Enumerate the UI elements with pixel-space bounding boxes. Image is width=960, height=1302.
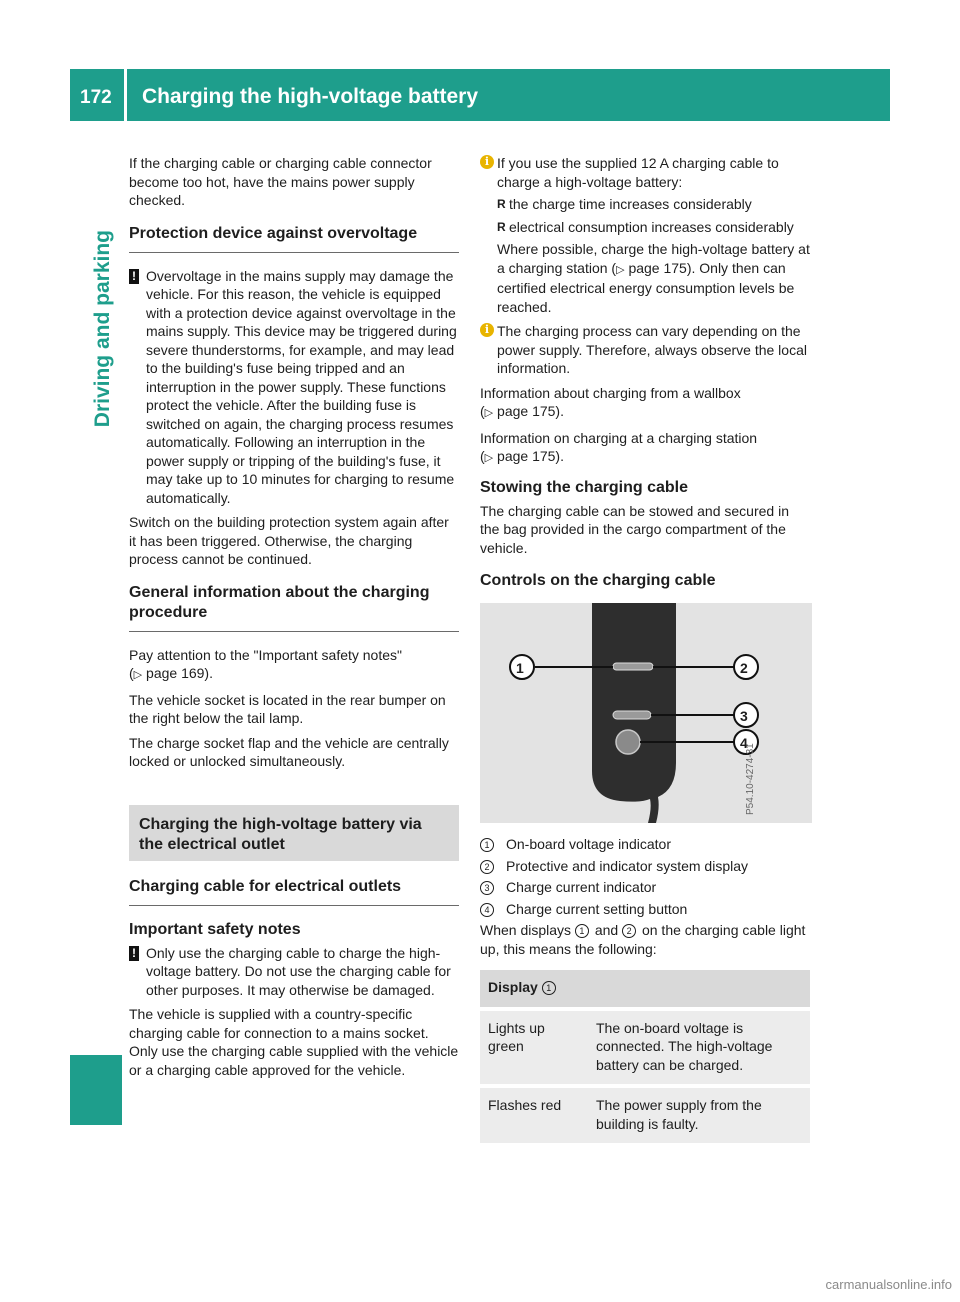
table-cell: Lights up green bbox=[488, 1019, 545, 1054]
table-row bbox=[480, 1009, 810, 1087]
side-tab-marker bbox=[70, 1055, 122, 1125]
switch-on-text: Switch on the building protection system again after it has been triggered. Otherwise, the charging process cannot be continued. bbox=[129, 514, 449, 567]
warning-cable bbox=[129, 944, 459, 1000]
warning-cable-text: Only use the charging cable to charge the high-voltage battery. Do not use the charging cable for other purposes. It may otherwise be damaged. bbox=[146, 944, 451, 998]
page-title: Charging the high-voltage battery bbox=[142, 85, 479, 108]
callout-label: 1 bbox=[516, 660, 524, 676]
info-vary bbox=[480, 322, 812, 378]
table-header-row bbox=[480, 970, 810, 1009]
page-link[interactable]: page 175). Only then can certified electrical energy consumption levels be reached. bbox=[497, 259, 795, 315]
wallbox-reference: Information about charging from a wallbox (▷ page 175). bbox=[480, 384, 741, 419]
heading-cable-outlets: Charging cable for electrical outlets bbox=[129, 877, 459, 906]
callout-icon: 2 bbox=[622, 924, 636, 938]
charging-cable-illustration bbox=[480, 603, 812, 823]
safety-notes-reference: Pay attention to the "Important safety notes" (▷ page 169). bbox=[129, 646, 402, 681]
current-setting-button bbox=[616, 730, 640, 754]
table-cell: Flashes red bbox=[488, 1097, 562, 1113]
triangle-right-icon: ▷ bbox=[484, 407, 494, 419]
triangle-right-icon: ▷ bbox=[484, 452, 494, 464]
legend-item: 2 Protective and indicator system display bbox=[480, 857, 812, 876]
legend-item: 3 Charge current indicator bbox=[480, 878, 812, 897]
socket-location-text: The vehicle socket is located in the rear bumper on the right below the tail lamp. bbox=[129, 691, 446, 726]
list-item: R the charge time increases considerably bbox=[497, 195, 812, 214]
callout-label: 4 bbox=[740, 735, 748, 751]
heading-safety-notes: Important safety notes bbox=[129, 920, 301, 938]
page-link[interactable]: page 169). bbox=[146, 665, 213, 681]
info-icon: i bbox=[480, 155, 494, 169]
info-icon: i bbox=[480, 323, 494, 337]
info-12a bbox=[480, 154, 812, 316]
triangle-right-icon: ▷ bbox=[616, 263, 625, 276]
page-link[interactable]: page 175). bbox=[497, 403, 564, 419]
supplied-cable-text: The vehicle is supplied with a country-specific charging cable for connection to a mains socket. Only use the charging cable supplied with the vehicle or a charging cable approved for the vehicle. bbox=[129, 1006, 459, 1078]
charging-cable-figure bbox=[480, 603, 812, 823]
table-row bbox=[480, 1086, 810, 1143]
legend-item: 4 Charge current setting button bbox=[480, 900, 812, 919]
stowing-text: The charging cable can be stowed and secured in the bag provided in the cargo compartment of the vehicle. bbox=[480, 502, 789, 556]
callout-icon: 1 bbox=[575, 924, 589, 938]
callout-icon: 4 bbox=[480, 903, 494, 917]
info-vary-text: The charging process can vary depending on the power supply. Therefore, always observe the local information. bbox=[497, 323, 807, 376]
legend-item: 1 On-board voltage indicator bbox=[480, 835, 812, 854]
table-cell: The power supply from the building is faulty. bbox=[596, 1097, 762, 1132]
exclamation-icon: ! bbox=[129, 269, 139, 284]
info-12a-text: If you use the supplied 12 A charging cable to charge a high-voltage battery: bbox=[497, 155, 779, 190]
heading-outlet: Charging the high-voltage battery via the electrical outlet bbox=[129, 805, 459, 861]
flap-locked-text: The charge socket flap and the vehicle are centrally locked or unlocked simultaneously. bbox=[129, 734, 449, 769]
display-table bbox=[480, 970, 810, 1143]
table-cell: The on-board voltage is connected. The high-voltage battery can be charged. bbox=[596, 1019, 773, 1073]
heading-general-info: General information about the charging procedure bbox=[129, 583, 459, 632]
header-divider bbox=[124, 69, 127, 121]
intro-text: If the charging cable or charging cable connector become too hot, have the mains power supply checked. bbox=[129, 155, 432, 208]
figure-code: P54.10-4274-31 bbox=[745, 743, 756, 815]
table-header-cell bbox=[588, 970, 810, 1009]
station-reference: Information on charging at a charging station (▷ page 175). bbox=[480, 429, 758, 464]
when-displays-text: When displays 1 and 2 on the charging cable light up, this means the following: bbox=[480, 922, 806, 957]
callout-icon: 3 bbox=[480, 881, 494, 895]
exclamation-icon: ! bbox=[129, 946, 139, 961]
where-possible-text: Where possible, charge the high-voltage battery at a charging station (▷ page 175). Only then can certified electrical energy consumption levels be reached. bbox=[497, 241, 810, 315]
callout-icon: 2 bbox=[480, 860, 494, 874]
callout-label: 3 bbox=[740, 708, 748, 724]
voltage-indicator-light bbox=[613, 663, 653, 670]
bullet-list bbox=[497, 195, 812, 236]
right-column bbox=[480, 154, 812, 1143]
callout-icon: 1 bbox=[542, 981, 556, 995]
page-number: 172 bbox=[80, 87, 112, 108]
callout-label: 2 bbox=[740, 660, 748, 676]
left-column bbox=[129, 154, 459, 1085]
current-indicator-light bbox=[613, 711, 651, 719]
page-link[interactable]: page 175). bbox=[497, 448, 564, 464]
triangle-right-icon: ▷ bbox=[133, 669, 143, 681]
side-tab-label: Driving and parking bbox=[91, 230, 114, 428]
heading-overvoltage: Protection device against overvoltage bbox=[129, 224, 459, 253]
list-item: R electrical consumption increases considerably bbox=[497, 218, 812, 237]
heading-controls: Controls on the charging cable bbox=[480, 572, 716, 589]
watermark: carmanualsonline.info bbox=[825, 1277, 952, 1292]
callout-icon: 1 bbox=[480, 838, 494, 852]
table-header-cell: Display 1 bbox=[480, 970, 588, 1009]
warning-overvoltage-text: Overvoltage in the mains supply may damage the vehicle. For this reason, the vehicle is equipped with a protection device against overvoltage in the mains supply. This device may be triggered during severe thunderstorms, for example, and may lead to the building's fuse being tripped and an interruption in the power supply. These functions protect the vehicle. After the building fuse is switched on again, the charging process resumes automatically. Following an interruption in the power supply or tripping of the building's fuse, it may take up to 10 minutes for charging to resume automatically. bbox=[146, 267, 457, 506]
warning-overvoltage bbox=[129, 267, 459, 508]
heading-stowing: Stowing the charging cable bbox=[480, 478, 689, 496]
